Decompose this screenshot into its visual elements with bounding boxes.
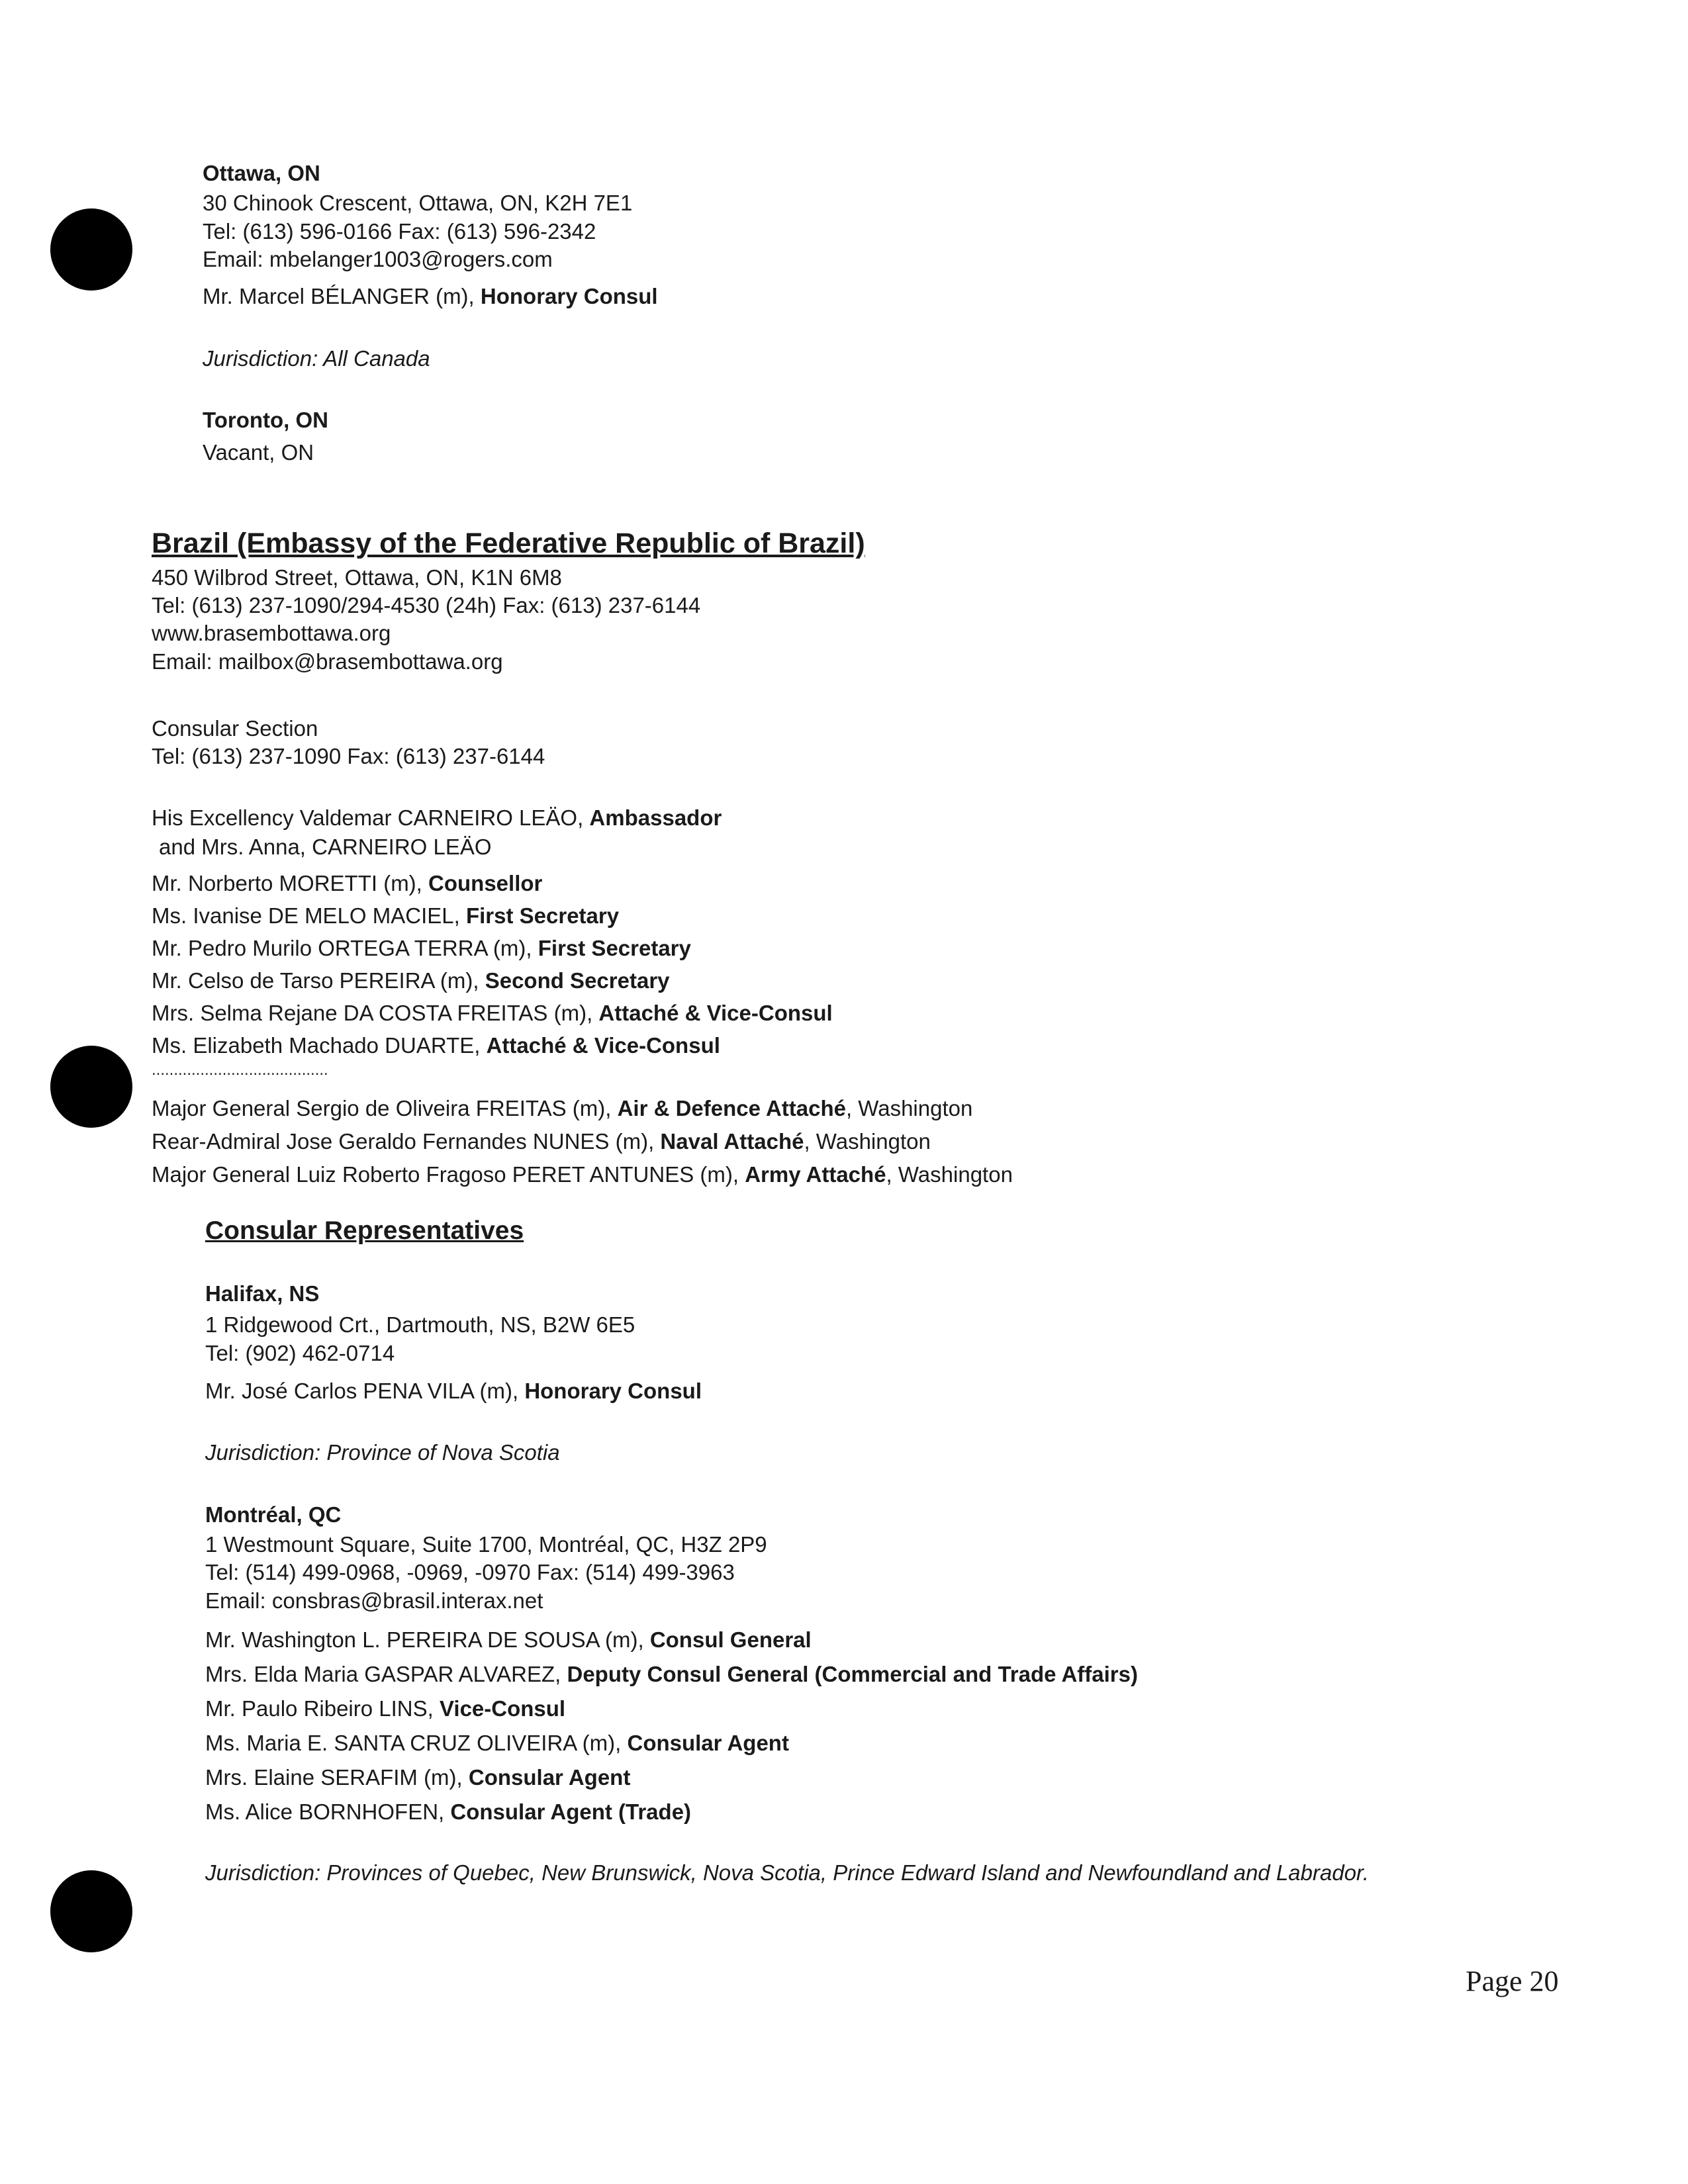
toronto-city: Toronto, ON [203, 408, 329, 432]
person-title: Deputy Consul General (Commercial and Trade Affairs) [567, 1662, 1138, 1686]
attache-row [152, 1128, 931, 1155]
halifax-tel: Tel: (902) 462-0714 [205, 1341, 395, 1365]
location-suffix: , Washington [886, 1162, 1013, 1187]
person-name: Mr. Marcel BÉLANGER (m), [203, 284, 481, 308]
montreal-staff-row [205, 1661, 1138, 1688]
brazil-embassy-heading: Brazil (Embassy of the Federative Republic of Brazil) [152, 527, 865, 559]
montreal-email: Email: consbras@brasil.interax.net [205, 1588, 543, 1613]
person-title: Honorary Consul [480, 284, 658, 308]
montreal-city: Montréal, QC [205, 1502, 342, 1527]
halifax-jurisdiction: Jurisdiction: Province of Nova Scotia [205, 1440, 560, 1465]
person-name: Mrs. Elaine SERAFIM (m), [205, 1765, 469, 1790]
person-title: Air & Defence Attaché [617, 1096, 846, 1120]
montreal-staff-row [205, 1730, 789, 1756]
person-title: Vice-Consul [439, 1696, 566, 1721]
ottawa-jurisdiction: Jurisdiction: All Canada [203, 346, 430, 371]
embassy-email: Email: mailbox@brasembottawa.org [152, 649, 503, 674]
staff-row [152, 1000, 833, 1026]
montreal-staff-row [205, 1764, 630, 1791]
person-name: Mr. Norberto MORETTI (m), [152, 871, 429, 895]
montreal-staff-row [205, 1799, 691, 1825]
person-title: Naval Attaché [660, 1129, 804, 1154]
person-name: Mr. Paulo Ribeiro LINS, [205, 1696, 440, 1721]
ottawa-email: Email: mbelanger1003@rogers.com [203, 247, 553, 271]
attache-row [152, 1161, 1013, 1188]
staff-row [152, 870, 542, 897]
montreal-address: 1 Westmount Square, Suite 1700, Montréal, QC, H3Z 2P9 [205, 1532, 767, 1557]
person-name: Rear-Admiral Jose Geraldo Fernandes NUNES (m), [152, 1129, 661, 1154]
person-title: Attaché & Vice-Consul [486, 1033, 720, 1058]
ottawa-city: Ottawa, ON [203, 161, 320, 185]
person-title: First Secretary [538, 936, 691, 960]
location-suffix: , Washington [845, 1096, 973, 1120]
ottawa-tel: Tel: (613) 596-0166 Fax: (613) 596-2342 [203, 219, 596, 244]
person-name: Mr. Pedro Murilo ORTEGA TERRA (m), [152, 936, 538, 960]
staff-row [152, 903, 619, 929]
person-name: Mr. José Carlos PENA VILA (m), [205, 1379, 525, 1403]
person-name: Major General Sergio de Oliveira FREITAS (m), [152, 1096, 618, 1120]
halifax-consul [205, 1378, 702, 1404]
person-name: Ms. Alice BORNHOFEN, [205, 1799, 451, 1824]
staff-row [152, 935, 691, 962]
person-name: Mr. Celso de Tarso PEREIRA (m), [152, 968, 485, 993]
halifax-city: Halifax, NS [205, 1281, 320, 1306]
ottawa-address: 30 Chinook Crescent, Ottawa, ON, K2H 7E1 [203, 191, 633, 215]
montreal-jurisdiction: Jurisdiction: Provinces of Quebec, New Brunswick, Nova Scotia, Prince Edward Island and Newfoundland and Labrador. [205, 1860, 1369, 1885]
punch-hole-middle [50, 1046, 132, 1128]
person-name: His Excellency Valdemar CARNEIRO LEÄO, [152, 805, 590, 830]
staff-row [152, 1032, 720, 1059]
person-title: Consular Agent [468, 1765, 631, 1790]
person-title: Ambassador [589, 805, 722, 830]
toronto-status: Vacant, ON [203, 440, 314, 465]
attache-row [152, 1095, 972, 1122]
person-title: Consular Agent [627, 1731, 789, 1755]
page-number: Page 20 [1466, 1965, 1559, 1997]
halifax-address: 1 Ridgewood Crt., Dartmouth, NS, B2W 6E5 [205, 1312, 635, 1337]
consular-section-tel: Tel: (613) 237-1090 Fax: (613) 237-6144 [152, 744, 545, 768]
embassy-website: www.brasembottawa.org [152, 621, 391, 645]
punch-hole-bottom [50, 1870, 132, 1952]
person-name: Ms. Elizabeth Machado DUARTE, [152, 1033, 487, 1058]
ambassador-line [152, 805, 722, 831]
consular-representatives-heading: Consular Representatives [205, 1216, 524, 1245]
embassy-tel: Tel: (613) 237-1090/294-4530 (24h) Fax: (613) 237-6144 [152, 593, 701, 617]
consular-section-label: Consular Section [152, 716, 318, 741]
person-name: Major General Luiz Roberto Fragoso PERET ANTUNES (m), [152, 1162, 745, 1187]
person-title: Consul General [649, 1627, 812, 1652]
punch-hole-top [50, 208, 132, 291]
person-name: Mr. Washington L. PEREIRA DE SOUSA (m), [205, 1627, 650, 1652]
staff-row [152, 968, 670, 994]
person-title: Attaché & Vice-Consul [598, 1001, 833, 1025]
dotted-separator: ........................................ [152, 1061, 328, 1079]
montreal-tel: Tel: (514) 499-0968, -0969, -0970 Fax: (514) 499-3963 [205, 1560, 735, 1584]
embassy-address: 450 Wilbrod Street, Ottawa, ON, K1N 6M8 [152, 565, 562, 590]
person-name: Ms. Maria E. SANTA CRUZ OLIVEIRA (m), [205, 1731, 628, 1755]
person-name: Ms. Ivanise DE MELO MACIEL, [152, 903, 466, 928]
person-name: Mrs. Elda Maria GASPAR ALVAREZ, [205, 1662, 567, 1686]
person-name: Mrs. Selma Rejane DA COSTA FREITAS (m), [152, 1001, 599, 1025]
person-title: Consular Agent (Trade) [450, 1799, 692, 1824]
montreal-staff-row [205, 1696, 565, 1722]
ambassador-spouse: and Mrs. Anna, CARNEIRO LEÄO [159, 835, 492, 859]
person-title: Second Secretary [485, 968, 670, 993]
person-title: First Secretary [465, 903, 620, 928]
ottawa-consul [203, 283, 658, 310]
person-title: Counsellor [428, 871, 543, 895]
montreal-staff-row [205, 1627, 812, 1653]
person-title: Honorary Consul [524, 1379, 702, 1403]
person-title: Army Attaché [745, 1162, 886, 1187]
location-suffix: , Washington [804, 1129, 931, 1154]
